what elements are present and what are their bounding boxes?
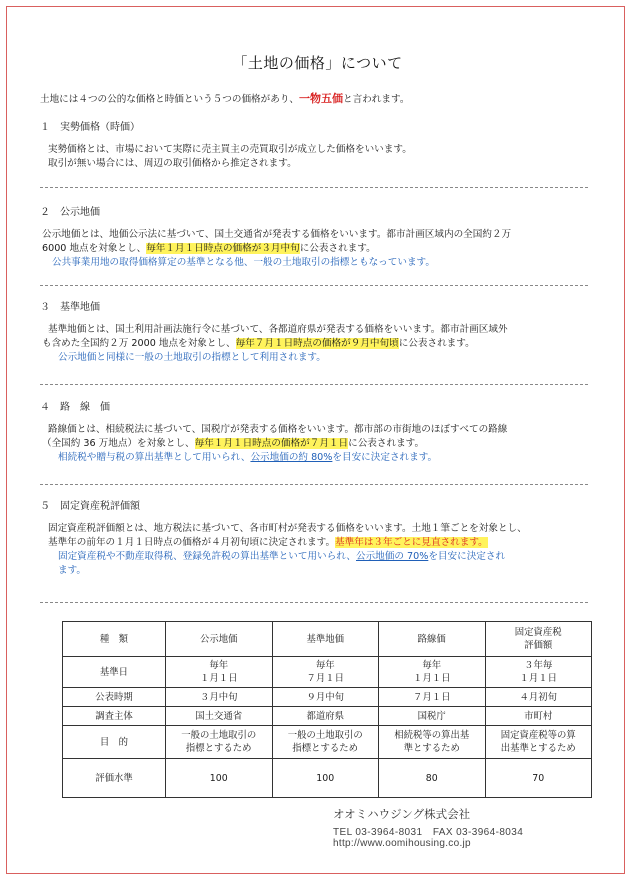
section-text: （全国約 36 万地点）を対象とし、毎年１月１日時点の価格が７月１日に公表されます。	[42, 438, 425, 449]
section-note: 固定資産税や不動産取得税、登録免許税の算出基準といて用いられ、公示地価の 70%を目安に決定され	[58, 551, 506, 562]
underlined-text: 公示地価の約 80%	[250, 452, 333, 463]
intro-prefix: 土地には４つの公的な価格と時価という５つの価格があり、	[40, 94, 300, 105]
table-cell: ９月中旬	[272, 688, 379, 707]
section-text: 6000 地点を対象とし、毎年１月１日時点の価格が３月中旬に公表されます。	[42, 243, 376, 254]
table-cell: 都道府県	[272, 707, 379, 726]
divider	[40, 484, 588, 485]
underlined-text: 公示地価の 70%	[355, 551, 429, 562]
section-kijun	[40, 301, 600, 365]
section-heading: ５ 固定資産税評価額	[40, 501, 140, 512]
table-cell: 国税庁	[379, 707, 486, 726]
table-cell: 70	[485, 759, 592, 798]
highlight: 基準年は３年ごとに見直されます。	[335, 537, 488, 548]
table-cell: 毎年 １月１日	[379, 657, 486, 688]
section-text: 公示地価とは、地価公示法に基づいて、国土交通省が発表する価格をいいます。都市計画区域内の全国約２万	[42, 229, 512, 240]
section-koji	[40, 206, 600, 270]
highlight: 毎年１月１日時点の価格が７月１日	[194, 438, 349, 449]
section-text: 路線価とは、相続税法に基づいて、国税庁が発表する価格をいいます。都市部の市街地のほぼすべての路線	[48, 424, 508, 435]
highlight: 毎年１月１日時点の価格が３月中旬	[146, 243, 300, 254]
table-cell: ３年毎 １月１日	[485, 657, 592, 688]
table-cell: ３月中旬	[166, 688, 273, 707]
table-cell: 固定資産税 評価額	[485, 622, 592, 657]
section-text: 基準年の前年の１月１日時点の価格が４月初旬頃に決定されます。基準年は３年ごとに見直されます。	[48, 537, 488, 548]
divider	[40, 285, 588, 286]
table-cell: 固定資産税等の算 出基準とするため	[485, 726, 592, 759]
intro-suffix: と言われます。	[343, 94, 410, 105]
section-kotei	[40, 500, 600, 578]
table-cell: 路線価	[379, 622, 486, 657]
section-heading: ２ 公示地価	[40, 207, 100, 218]
section-jisei	[40, 121, 600, 171]
website-url[interactable]: http://www.oomihousing.co.jp	[333, 838, 471, 849]
table-cell: 国土交通省	[166, 707, 273, 726]
section-text: 取引が無い場合には、周辺の取引価格から推定されます。	[48, 158, 297, 169]
table-cell: 80	[379, 759, 486, 798]
table-row	[63, 657, 592, 688]
table-cell: 評価水準	[63, 759, 166, 798]
intro-emphasis: 一物五価	[299, 92, 344, 105]
page-title: 「土地の価格」について	[232, 54, 403, 72]
table-cell: 一般の土地取引の 指標とするため	[166, 726, 273, 759]
section-heading: １ 実勢価格（時価）	[40, 122, 140, 133]
table-cell: 相続税等の算出基 準とするため	[379, 726, 486, 759]
table-cell: 目 的	[63, 726, 166, 759]
company-name: オオミハウジング株式会社	[333, 807, 471, 821]
section-text: 固定資産税評価額とは、地方税法に基づいて、各市町村が発表する価格をいいます。土地１筆ごとを対象とし、	[48, 523, 527, 534]
section-note: 公示地価と同様に一般の土地取引の指標として利用されます。	[58, 352, 326, 363]
comparison-table	[62, 621, 592, 798]
section-text: 基準地価とは、国土利用計画法施行令に基づいて、各都道府県が発表する価格をいいます。都市計画区域外	[48, 324, 508, 335]
section-note: 相続税や贈与税の算出基準として用いられ、公示地価の約 80%を目安に決定されます。	[58, 452, 438, 463]
table-row	[63, 759, 592, 798]
section-text: も含めた全国約２万 2000 地点を対象とし、毎年７月１日時点の価格が９月中旬頃に公表されます。	[42, 338, 475, 349]
table-cell: ４月初旬	[485, 688, 592, 707]
section-heading: ３ 基準地価	[40, 302, 100, 313]
table-cell: 毎年 ７月１日	[272, 657, 379, 688]
divider	[40, 602, 588, 603]
table-cell: 一般の土地取引の 指標とするため	[272, 726, 379, 759]
table-row	[63, 622, 592, 657]
table-cell: 基準地価	[272, 622, 379, 657]
table-cell: 毎年 １月１日	[166, 657, 273, 688]
section-text: 実勢価格とは、市場において実際に売主買主の売買取引が成立した価格をいいます。	[48, 144, 412, 155]
contact-info: TEL 03-3964-8031 FAX 03-3964-8034	[333, 827, 524, 838]
section-note: 公共事業用地の取得価格算定の基準となる他、一般の土地取引の指標ともなっています。	[52, 257, 435, 268]
divider	[40, 384, 588, 385]
table-cell: 公示地価	[166, 622, 273, 657]
section-note: ます。	[58, 565, 87, 576]
section-heading: ４ 路 線 価	[40, 402, 110, 413]
table-cell: 100	[166, 759, 273, 798]
table-row	[63, 688, 592, 707]
table-row	[63, 707, 592, 726]
table-cell: 種 類	[63, 622, 166, 657]
table-cell: 市町村	[485, 707, 592, 726]
highlight: 毎年７月１日時点の価格が９月中旬頃	[235, 338, 399, 349]
section-rosenka	[40, 401, 600, 465]
intro-text	[40, 92, 600, 107]
divider	[40, 187, 588, 188]
table-cell: 公表時期	[63, 688, 166, 707]
table-cell: 100	[272, 759, 379, 798]
table-cell: 基準日	[63, 657, 166, 688]
table-cell: ７月１日	[379, 688, 486, 707]
table-cell: 調査主体	[63, 707, 166, 726]
table-row	[63, 726, 592, 759]
